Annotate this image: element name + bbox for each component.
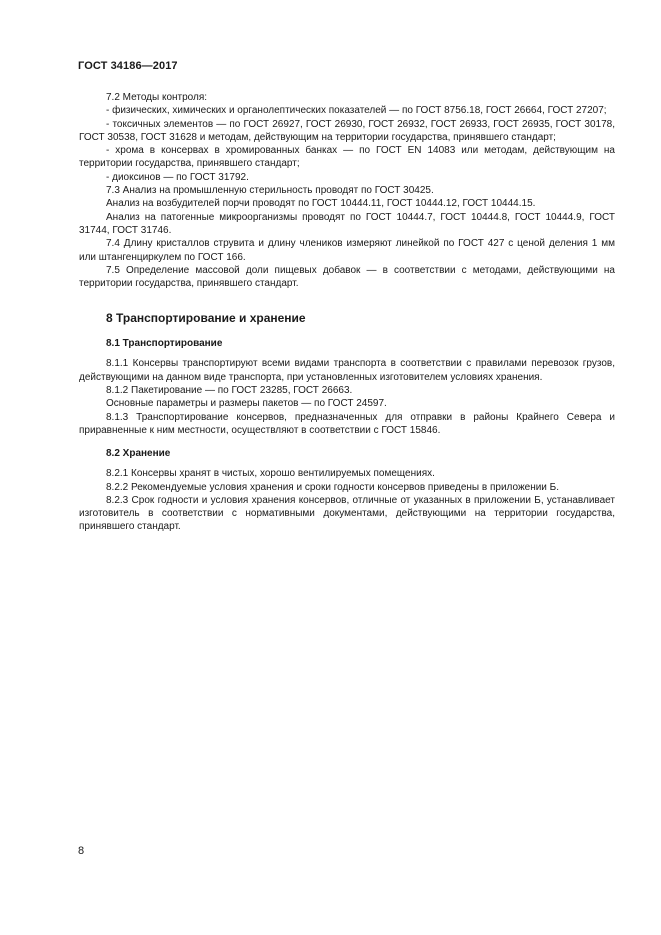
paragraph-spoilage-analysis: Анализ на возбудителей порчи проводят по ГОСТ 10444.11, ГОСТ 10444.12, ГОСТ 10444.15.	[106, 198, 536, 210]
paragraph-7-3: 7.3 Анализ на промышленную стерильность проводят по ГОСТ 30425.	[106, 185, 434, 197]
paragraph-7-2: 7.2 Методы контроля:	[106, 92, 208, 103]
subsection-8-2-heading: 8.2 Хранение	[106, 448, 171, 460]
paragraph-8-2-1: 8.2.1 Консервы хранят в чистых, хорошо вентилируемых помещениях.	[106, 468, 435, 480]
page-number: 8	[78, 845, 85, 857]
paragraph-8-1-3: 8.1.3 Транспортирование консервов, предназначенных для отправки в районы Крайнего Севера и приравненные к ним местности, осуществляют в соответствии с ГОСТ 15846.	[79, 411, 615, 436]
document-code: ГОСТ 34186—2017	[78, 60, 178, 72]
paragraph-package-params: Основные параметры и размеры пакетов — по ГОСТ 24597.	[106, 398, 387, 410]
page-body	[79, 91, 615, 534]
subsection-8-1-heading: 8.1 Транспортирование	[106, 338, 223, 350]
paragraph-pathogen-analysis: Анализ на патогенные микроорганизмы проводят по ГОСТ 10444.7, ГОСТ 10444.8, ГОСТ 10444.9, ГОСТ 31744, ГОСТ 31746.	[79, 211, 615, 236]
paragraph-8-1-2: 8.1.2 Пакетирование — по ГОСТ 23285, ГОСТ 26663.	[106, 385, 353, 397]
paragraph-8-1-1: 8.1.1 Консервы транспортируют всеми видами транспорта в соответствии с правилами перевозок грузов, действующими на данном виде транспорта, при установленных изготовителем условиях хранения.	[79, 358, 615, 383]
paragraph-8-2-2: 8.2.2 Рекомендуемые условия хранения и сроки годности консервов приведены в приложении Б.	[106, 481, 560, 493]
list-item-physical-chemical: - физических, химических и органолептических показателей — по ГОСТ 8756.18, ГОСТ 26664, ГОСТ 27207;	[106, 105, 607, 117]
list-item-toxic-elements: - токсичных элементов — по ГОСТ 26927, ГОСТ 26930, ГОСТ 26932, ГОСТ 26933, ГОСТ 26935, ГОСТ 30178, ГОСТ 30538, ГОСТ 31628 и методам, действующим на территории государства, принявшего стандарт;	[79, 118, 615, 143]
paragraph-7-4: 7.4 Длину кристаллов струвита и длину члеников измеряют линейкой по ГОСТ 427 с ценой деления 1 мм или штангенциркулем по ГОСТ 166.	[79, 238, 615, 263]
paragraph-7-5: 7.5 Определение массовой доли пищевых добавок — в соответствии с методами, действующими на территории государства, принявшего стандарт.	[79, 264, 615, 290]
section-8-heading: 8 Транспортирование и хранение	[106, 311, 306, 326]
list-item-dioxins: - диоксинов — по ГОСТ 31792.	[106, 171, 249, 183]
paragraph-8-2-3: 8.2.3 Срок годности и условия хранения консервов, отличные от указанных в приложении Б, устанавливает изготовитель в соответствии с нормативными документами, действующими на территории государства, принявшего стандарт.	[79, 494, 615, 533]
list-item-chromium: - хрома в консервах в хромированных банках — по ГОСТ EN 14083 или методам, действующим на территории государства, принявшего стандарт;	[79, 145, 615, 170]
